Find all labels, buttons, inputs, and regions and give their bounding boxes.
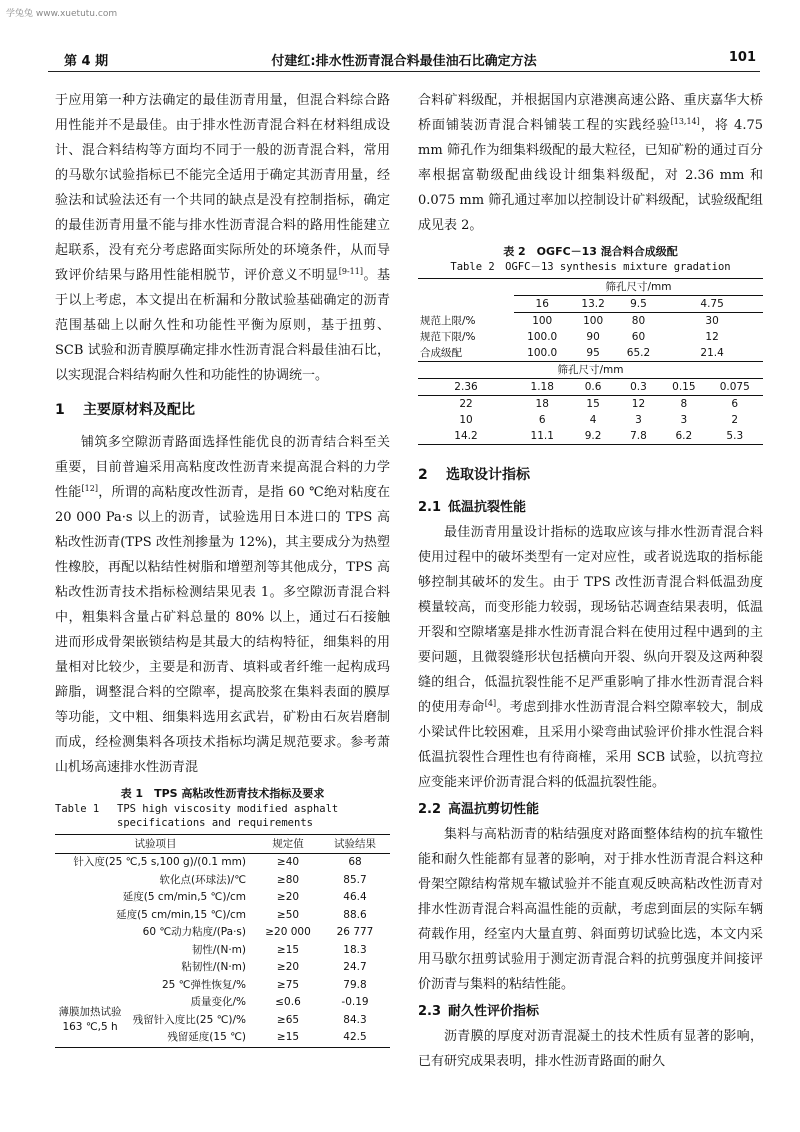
table-cell: 7.8	[630, 430, 647, 442]
table-cell: 12	[705, 331, 719, 343]
table-cell: 100.0	[527, 331, 558, 343]
table-cell: 46.4	[343, 891, 367, 903]
table-cell: ≥20 000	[265, 926, 311, 938]
table-header-row	[418, 279, 763, 296]
table-cell: 60 ℃动力粘度/(Pa·s)	[142, 926, 246, 938]
table-header: 4.75	[661, 296, 763, 313]
page-header	[48, 46, 760, 72]
watermark: 学兔兔 www.xuetutu.com	[6, 9, 118, 19]
table-row	[55, 854, 390, 872]
table-2	[418, 278, 763, 445]
paragraph: 合料矿料级配，并根据国内京港澳高速公路、重庆嘉华大桥桥面铺装沥青混合料铺装工程的实践经验[13,14]，将 4.75 mm 筛孔作为细集料级配的最大粒径，已知矿粉的通过百分率根据富勒级配曲线设计细集料级配，对 2.36 mm 和 0.075 mm 筛孔通过率加以控制设计矿料级配，试验级配组成见表 2。	[418, 93, 763, 233]
table-cell: 规范下限/%	[420, 331, 476, 343]
table-cell: 5.3	[726, 430, 744, 442]
table-cell: 3	[680, 414, 688, 426]
table-cell: 延度(5 cm/min,5 ℃)/cm	[122, 891, 246, 903]
table-row	[418, 412, 763, 428]
citation: [4]	[484, 699, 497, 708]
table-header: 筛孔尺寸/mm	[514, 279, 763, 296]
section-heading-2: 2 选取设计指标	[418, 467, 530, 483]
table-header: 0.15	[661, 379, 706, 396]
table-header: 0.075	[707, 379, 763, 396]
table-row	[55, 994, 390, 1012]
table-cell: 11.1	[530, 430, 554, 442]
table-cell: 84.3	[343, 1013, 367, 1026]
table-row	[418, 345, 763, 362]
table-cell: 6	[731, 398, 739, 410]
table-1	[55, 834, 390, 1048]
citation: [9-11]	[338, 267, 363, 276]
table-row	[55, 889, 390, 907]
paragraph: 铺筑多空隙沥青路面选择性能优良的沥青结合料至关重要，目前普遍采用高粘度改性沥青来提高混合料的力学性能[12]，所谓的高粘度改性沥青，是指 60 ℃绝对粘度在 20 000 Pa·s 以上的沥青，试验选用日本进口的 TPS 高粘改性沥青(TPS 改性剂掺量为 12%)，其主要成分为热塑性橡胶，再配以粘结性树脂和增塑剂等其他成分，TPS 高粘改性沥青技术指标检测结果见表 1。多空隙沥青混合料中，粗集料含量占矿料总量的 80% 以上，通过石石接触进而形成骨架嵌锁结构是其最大的结构特征，细集料的用量相对比较少，主要是和沥青、填料或者纤维一起构成玛蹄脂，调整混合料的空隙率，提高胶浆在集料表面的膜厚等功能，文中粗、细集料选用玄武岩，矿粉由石灰岩磨制而成，经检测集料各项技术指标均满足规范要求。参考萧山机场高速排水性沥青混	[55, 435, 390, 775]
table-header: 试验项目	[55, 835, 256, 854]
table-cell: 6.2	[675, 430, 693, 442]
paragraph: 沥青膜的厚度对沥青混凝土的技术性质有显著的影响，已有研究成果表明，排水性沥青路面的耐久	[418, 1029, 763, 1069]
subsection-heading-2-3: 2.3 耐久性评价指标	[418, 1004, 540, 1019]
table-cell: 3	[635, 414, 642, 426]
table-cell: 2	[731, 414, 739, 426]
table-header: 16	[514, 296, 570, 313]
table-row	[418, 313, 763, 330]
table-header: 试验结果	[320, 835, 390, 854]
table-1-caption-en: Table 1 TPS high viscosity modified asphalt specifications and requirements	[55, 803, 339, 829]
table-header-row	[418, 379, 763, 396]
table-cell: ≥20	[276, 891, 300, 903]
table-cell: 质量变化/%	[190, 996, 246, 1008]
table-header: 1.18	[514, 379, 570, 396]
table-cell: 80	[631, 315, 646, 327]
table-header: 规定值	[256, 835, 320, 854]
table-cell: 21.4	[700, 347, 724, 359]
table-cell: ≥50	[276, 908, 300, 921]
table-row	[55, 872, 390, 890]
table-cell: 100	[583, 315, 604, 327]
table-header: 13.2	[570, 296, 615, 313]
table-cell: 残留针入度比(25 ℃)/%	[132, 1013, 246, 1026]
table-cell: 6	[538, 414, 546, 426]
table-cell: 65.2	[626, 347, 651, 359]
page-number: 101	[728, 50, 756, 65]
table-header: 0.3	[616, 379, 661, 396]
subsection-heading-2-2: 2.2 高温抗剪切性能	[418, 802, 540, 817]
citation: [13,14]	[670, 117, 700, 126]
table-row	[55, 907, 390, 925]
table-cell: ≥65	[276, 1013, 300, 1026]
table-header: 筛孔尺寸/mm	[418, 362, 763, 379]
subsection-heading-2-1: 2.1 低温抗裂性能	[418, 500, 527, 515]
table-cell: 95	[586, 347, 600, 359]
table-row	[418, 428, 763, 445]
table-cell: 8	[680, 398, 688, 410]
table-cell: 12	[631, 398, 646, 410]
table-cell: 24.7	[343, 961, 367, 973]
group-label-line: 163 ℃,5 h	[62, 1021, 118, 1034]
table-cell: 软化点(环球法)/℃	[159, 873, 246, 886]
table-cell: ≥80	[276, 873, 300, 886]
running-title: 付建红:排水性沥青混合料最佳油石比确定方法	[271, 54, 537, 69]
table-group-label	[55, 994, 125, 1047]
left-column	[55, 88, 390, 1048]
table-row	[55, 959, 390, 977]
issue-number: 第 4 期	[64, 54, 109, 69]
group-label-line: 薄膜加热试验	[58, 1006, 122, 1019]
table-cell: 30	[705, 315, 719, 327]
table-cell: 10	[459, 414, 473, 426]
table-cell: 9.2	[584, 430, 602, 442]
table-2-caption-en: Table 2 OGFC－13 synthesis mixture gradation	[450, 261, 731, 273]
table-cell: ≥40	[276, 856, 300, 868]
table-row	[55, 924, 390, 942]
table-row	[55, 977, 390, 995]
table-cell: 60	[631, 331, 646, 343]
table-cell: 85.7	[343, 873, 367, 886]
table-cell: 26 777	[336, 926, 374, 938]
table-cell: 14.2	[454, 430, 478, 442]
table-cell: 90	[586, 331, 600, 343]
table-cell: 合成级配	[420, 347, 462, 359]
table-cell: ≤0.6	[275, 996, 301, 1008]
table-cell: 22	[459, 398, 473, 410]
table-row	[418, 396, 763, 413]
table-cell: 42.5	[343, 1031, 367, 1043]
table-cell: ≥15	[276, 943, 300, 956]
citation: [12]	[81, 484, 98, 493]
table-1-caption: 表 1 TPS 高粘改性沥青技术指标及要求	[120, 787, 325, 800]
table-row	[55, 942, 390, 960]
table-header-row	[418, 362, 763, 379]
table-header: 0.6	[570, 379, 615, 396]
table-row	[418, 329, 763, 345]
table-cell: 韧性/(N·m)	[191, 943, 246, 956]
table-cell: 18	[535, 398, 549, 410]
table-2-caption: 表 2 OGFC－13 混合料合成级配	[503, 245, 678, 258]
right-column	[418, 88, 763, 1074]
table-cell: 18.3	[343, 943, 367, 956]
table-cell: 88.6	[343, 908, 367, 921]
paragraph: 集料与高粘沥青的粘结强度对路面整体结构的抗车辙性能和耐久性能都有显著的影响，对于排水性沥青混合料这种骨架空隙结构常规车辙试验并不能直观反映高粘改性沥青对排水性沥青混合料高温性能的贡献，考虑到面层的实际车辆荷载作用，经室内大量直剪、斜面剪切试验比选，本文内采用马歇尔扭剪试验用于测定沥青混合料的抗剪强度并间接评价沥青与集料的粘结性能。	[418, 827, 763, 992]
paragraph: 于应用第一种方法确定的最佳沥青用量，但混合料综合路用性能并不是最佳。由于排水性沥青混合料在材料组成设计、混合料结构等方面均不同于一般的沥青混合料，常用的马歇尔试验指标已不能完全适用于确定其沥青用量，经验法和试验法还有一个共同的缺点是没有控制指标，确定的最佳沥青用量不能与排水性沥青混合料的路用性能建立起联系，没有充分考虑路面实际所处的环境条件，从而导致评价结果与路用性能相脱节，评价意义不明显[9-11]。基于以上考虑，本文提出在析漏和分散试验基础确定的沥青范围基础上以耐久性和功能性平衡为原则，基于扭剪、SCB 试验和沥青膜厚确定排水性沥青混合料最佳油石比，以实现混合料结构耐久性和功能性的协调统一。	[55, 93, 390, 383]
table-cell: ≥20	[276, 961, 300, 973]
table-cell: 100.0	[527, 347, 558, 359]
table-cell: 68	[348, 856, 362, 868]
table-cell: 残留延度(15 ℃)	[167, 1031, 246, 1043]
table-cell: 延度(5 cm/min,15 ℃)/cm	[116, 908, 246, 921]
table-cell: ≥75	[276, 978, 300, 991]
paragraph: 最佳沥青用量设计指标的选取应该与排水性沥青混合料使用过程中的破坏类型有一定对应性，或者说选取的指标能够控制其破坏的发生。由于 TPS 改性沥青混合料低温劲度模量较高，而变形能力较弱，现场钻芯调查结果表明，低温开裂和空隙堵塞是排水性沥青混合料在使用过程中遇到的主要问题，且微裂缝形状包括横向开裂、纵向开裂及这两种裂缝的组合，低温抗裂性能不足严重影响了排水性沥青混合料的使用寿命[4]。考虑到排水性沥青混合料空隙率较大，制成小梁试件比较困难，且采用小梁弯曲试验评价排水性混合料低温抗裂性合理性也有待商榷，采用 SCB 试验，以抗弯拉应变能来评价沥青混合料的低温抗裂性能。	[418, 525, 763, 790]
table-cell: 4	[589, 414, 597, 426]
table-cell: 100	[532, 315, 553, 327]
table-cell: 针入度(25 ℃,5 s,100 g)/(0.1 mm)	[73, 856, 246, 868]
table-cell: 15	[586, 398, 600, 410]
table-header: 2.36	[418, 379, 514, 396]
table-cell: 规范上限/%	[420, 314, 476, 327]
table-corner	[418, 279, 514, 313]
table-header: 9.5	[616, 296, 661, 313]
section-heading-1: 1 主要原材料及配比	[55, 402, 195, 418]
table-cell: ≥15	[276, 1031, 300, 1043]
table-cell: -0.19	[341, 996, 369, 1008]
table-cell: 79.8	[343, 978, 367, 991]
table-cell: 25 ℃弹性恢复/%	[161, 978, 246, 991]
table-cell: 粘韧性/(N·m)	[181, 961, 246, 973]
